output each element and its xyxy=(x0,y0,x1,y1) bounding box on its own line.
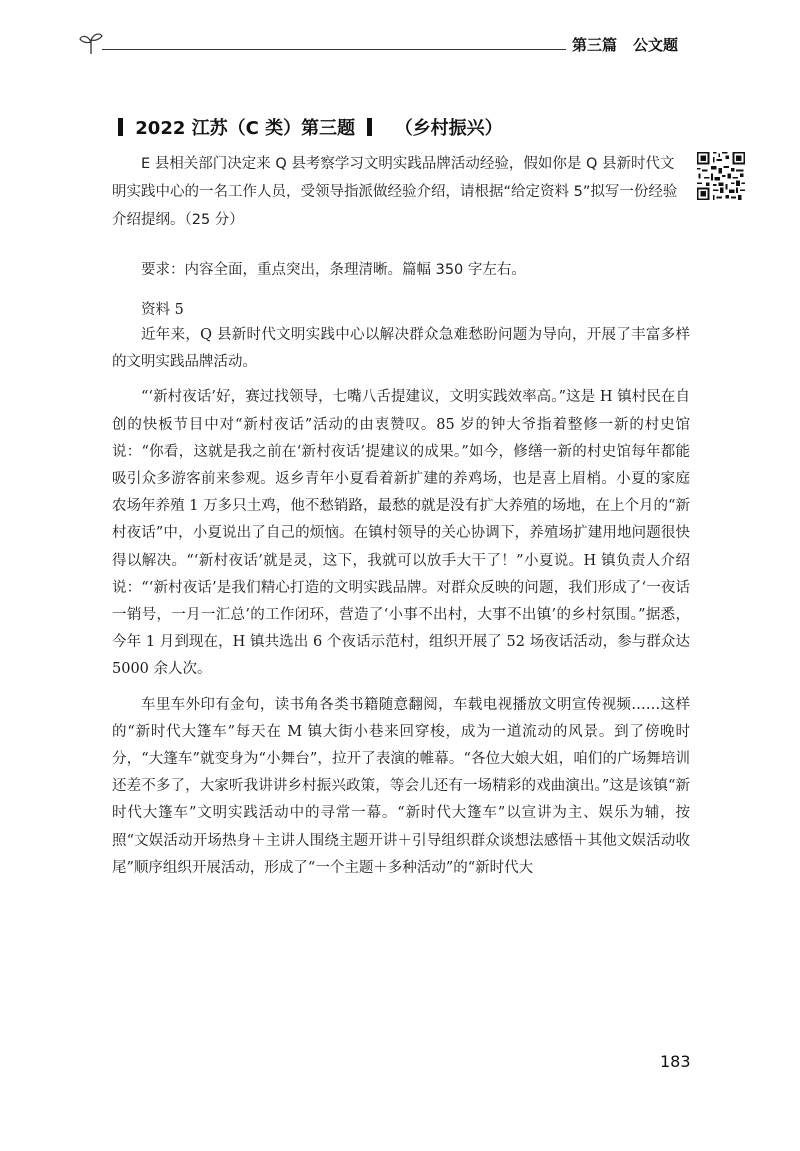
material-label: 资料 5 xyxy=(141,302,184,318)
question-requirement: 要求：内容全面，重点突出，条理清晰。篇幅 350 字左右。 xyxy=(141,262,526,278)
header-chapter: 公文题 xyxy=(633,36,679,54)
sprout-icon xyxy=(78,30,104,56)
material-body xyxy=(112,322,690,890)
title-bar-right xyxy=(367,118,372,136)
material-paragraph: 车里车外印有金句，读书角各类书籍随意翻阅，车载电视播放文明宣传视频……这样的“新时代大篷车”每天在 M 镇大街小巷来回穿梭，成为一道流动的风景。到了傍晚时分，“大篷车”就变身为“小舞台”，拉开了表演的帷幕。“各位大娘大姐，咱们的广场舞培训还差不多了，大家听我讲讲乡村振兴政策，等会儿还有一场精彩的戏曲演出。”这是该镇“新时代大篷车”文明实践活动中的寻常一幕。“新时代大篷车”以宣讲为主、娱乐为辅，按照“文娱活动开场热身＋主讲人围绕主题开讲＋引导组织群众谈想法感悟＋其他文娱活动收尾”顺序组织开展活动，形成了“一个主题＋多种活动”的“新时代大 xyxy=(112,696,690,876)
title-bar-left xyxy=(118,118,123,136)
qr-code-icon xyxy=(695,150,747,202)
header-part: 第三篇 xyxy=(566,34,623,55)
header-rule xyxy=(102,49,620,50)
question-title xyxy=(112,114,503,140)
page-number: 183 xyxy=(660,1052,691,1071)
page-header xyxy=(78,30,690,60)
question-topic: （乡村振兴） xyxy=(394,118,503,139)
material-paragraph: 近年来，Q 县新时代文明实践中心以解决群众急难愁盼问题为导向，开展了丰富多样的文明实践品牌活动。 xyxy=(112,327,690,371)
question-task: E 县相关部门决定来 Q 县考察学习文明实践品牌活动经验，假如你是 Q 县新时代文明实践中心的一名工作人员，受领导指派做经验介绍，请根据“给定资料 5”拟写一份经验介绍提纲。（25 分） xyxy=(112,156,678,228)
question-title-text: 2022 江苏（C 类）第三题 xyxy=(135,118,356,139)
material-paragraph: “‘新村夜话’好，赛过找领导，七嘴八舌提建议，文明实践效率高。”这是 H 镇村民在自创的快板节目中对“新村夜话”活动的由衷赞叹。85 岁的钟大爷指着整修一新的村史馆说：“你看，这就是我之前在‘新村夜话’提建议的成果。”如今，修缮一新的村史馆每年都能吸引众多游客前来参观。返乡青年小夏看着新扩建的养鸡场，也是喜上眉梢。小夏的家庭农场年养殖 1 万多只土鸡，他不愁销路，最愁的就是没有扩大养殖的场地，在上个月的“新村夜话”中，小夏说出了自己的烦恼。在镇村领导的关心协调下，养殖场扩建用地问题很快得以解决。“‘新村夜话’就是灵，这下，我就可以放手大干了！”小夏说。H 镇负责人介绍说：“‘新村夜话’是我们精心打造的文明实践品牌。对群众反映的问题，我们形成了‘一夜话一销号，一月一汇总’的工作闭环，营造了‘小事不出村，大事不出镇’的乡村氛围。”据悉，今年 1 月到现在，H 镇共选出 6 个夜话示范村，组织开展了 52 场夜话活动，参与群众达 5000 余人次。 xyxy=(112,389,690,678)
